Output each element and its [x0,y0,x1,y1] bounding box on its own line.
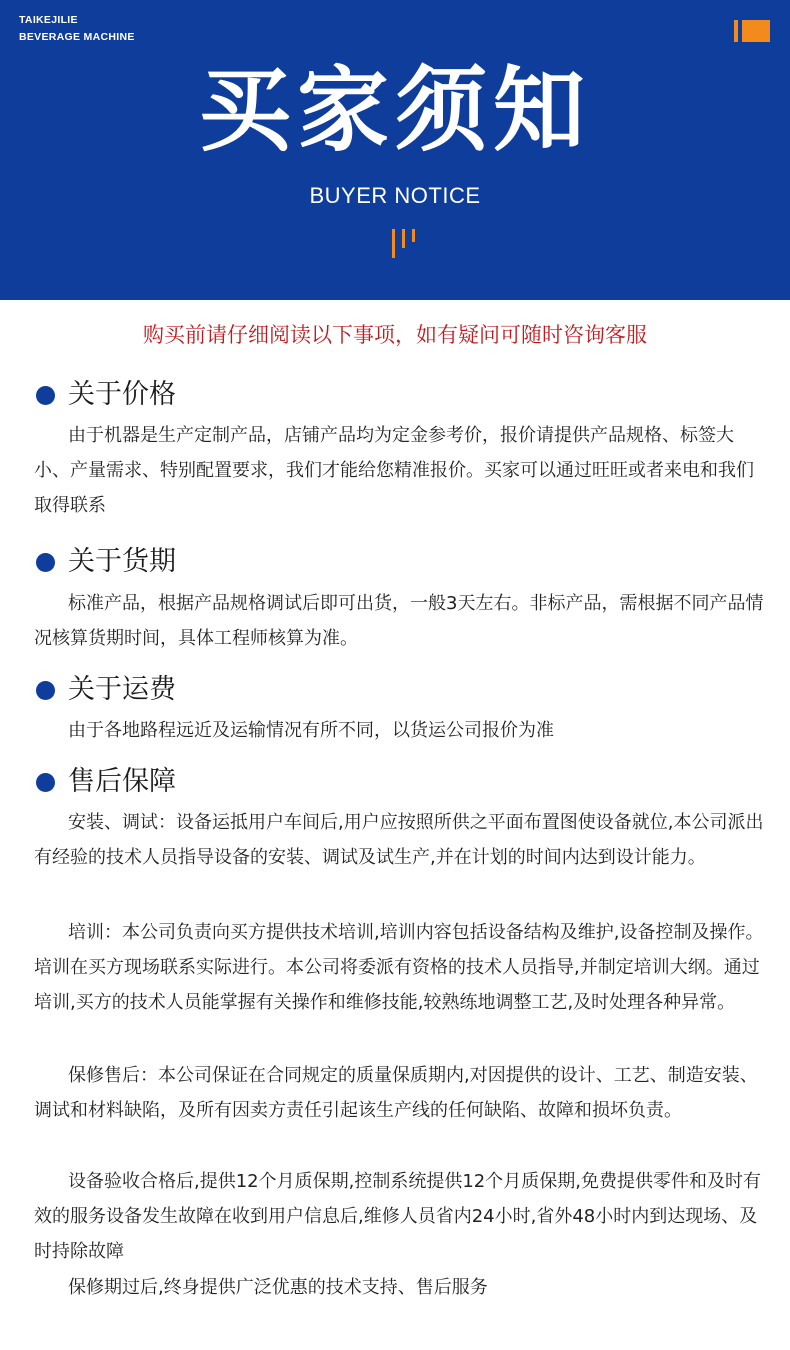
section-paragraph: 由于各地路程远近及运输情况有所不同，以货运公司报价为准 [68,720,554,741]
section-paragraph: 保修期过后,终身提供广泛优惠的技术支持、售后服务 [68,1277,488,1298]
bullet-dot-icon [36,553,55,572]
section-heading-delivery [36,544,176,580]
section-paragraph: 安装、调试：设备运抵用户车间后,用户应按照所供之平面布置图使设备就位,本公司派出有经验的技术人员指导设备的安装、调试及试生产,并在计划的时间内达到设计能力。 [34,812,764,868]
brand-line-1: TAIKEJILIE [19,14,78,26]
bullet-dot-icon [36,681,55,700]
bullet-dot-icon [36,773,55,792]
section-paragraph: 保修售后：本公司保证在合同规定的质量保质期内,对因提供的设计、工艺、制造安装、调试和材料缺陷，及所有因卖方责任引起该生产线的任何缺陷、故障和损坏负责。 [34,1065,758,1121]
page-subtitle: BUYER NOTICE [309,183,481,208]
section-title: 关于货期 [68,546,176,577]
section-title: 关于价格 [68,379,176,410]
page-title: 买家须知 [198,57,591,164]
section-title: 售后保障 [68,766,176,797]
header-banner [0,0,790,300]
section-heading-price [36,377,176,413]
bullet-dot-icon [36,386,55,405]
brand-line-2: BEVERAGE MACHINE [19,31,135,43]
bars-decoration-icon [392,229,418,259]
corner-decoration-icon [734,20,770,42]
section-paragraph: 设备验收合格后,提供12个月质保期,控制系统提供12个月质保期,免费提供零件和及时有效的服务设备发生故障在收到用户信息后,维修人员省内24小时,省外48小时内到达现场、及时持除故障 [34,1171,761,1262]
section-paragraph: 标准产品，根据产品规格调试后即可出货，一般3天左右。非标产品，需根据不同产品情况核算货期时间，具体工程师核算为准。 [34,593,764,649]
brand-name [19,12,135,46]
section-heading-shipping [36,672,176,708]
section-paragraph: 培训：本公司负责向买方提供技术培训,培训内容包括设备结构及维护,设备控制及操作。培训在买方现场联系实际进行。本公司将委派有资格的技术人员指导,并制定培训大纲。通过培训,买方的技术人员能掌握有关操作和维修技能,较熟练地调整工艺,及时处理各种异常。 [34,922,764,1013]
section-paragraph: 由于机器是生产定制产品，店铺产品均为定金参考价，报价请提供产品规格、标签大小、产量需求、特别配置要求，我们才能给您精准报价。买家可以通过旺旺或者来电和我们取得联系 [34,425,754,516]
notice-text: 购买前请仔细阅读以下事项，如有疑问可随时咨询客服 [143,323,647,347]
section-title: 关于运费 [68,674,176,705]
section-heading-after-sales [36,764,176,800]
